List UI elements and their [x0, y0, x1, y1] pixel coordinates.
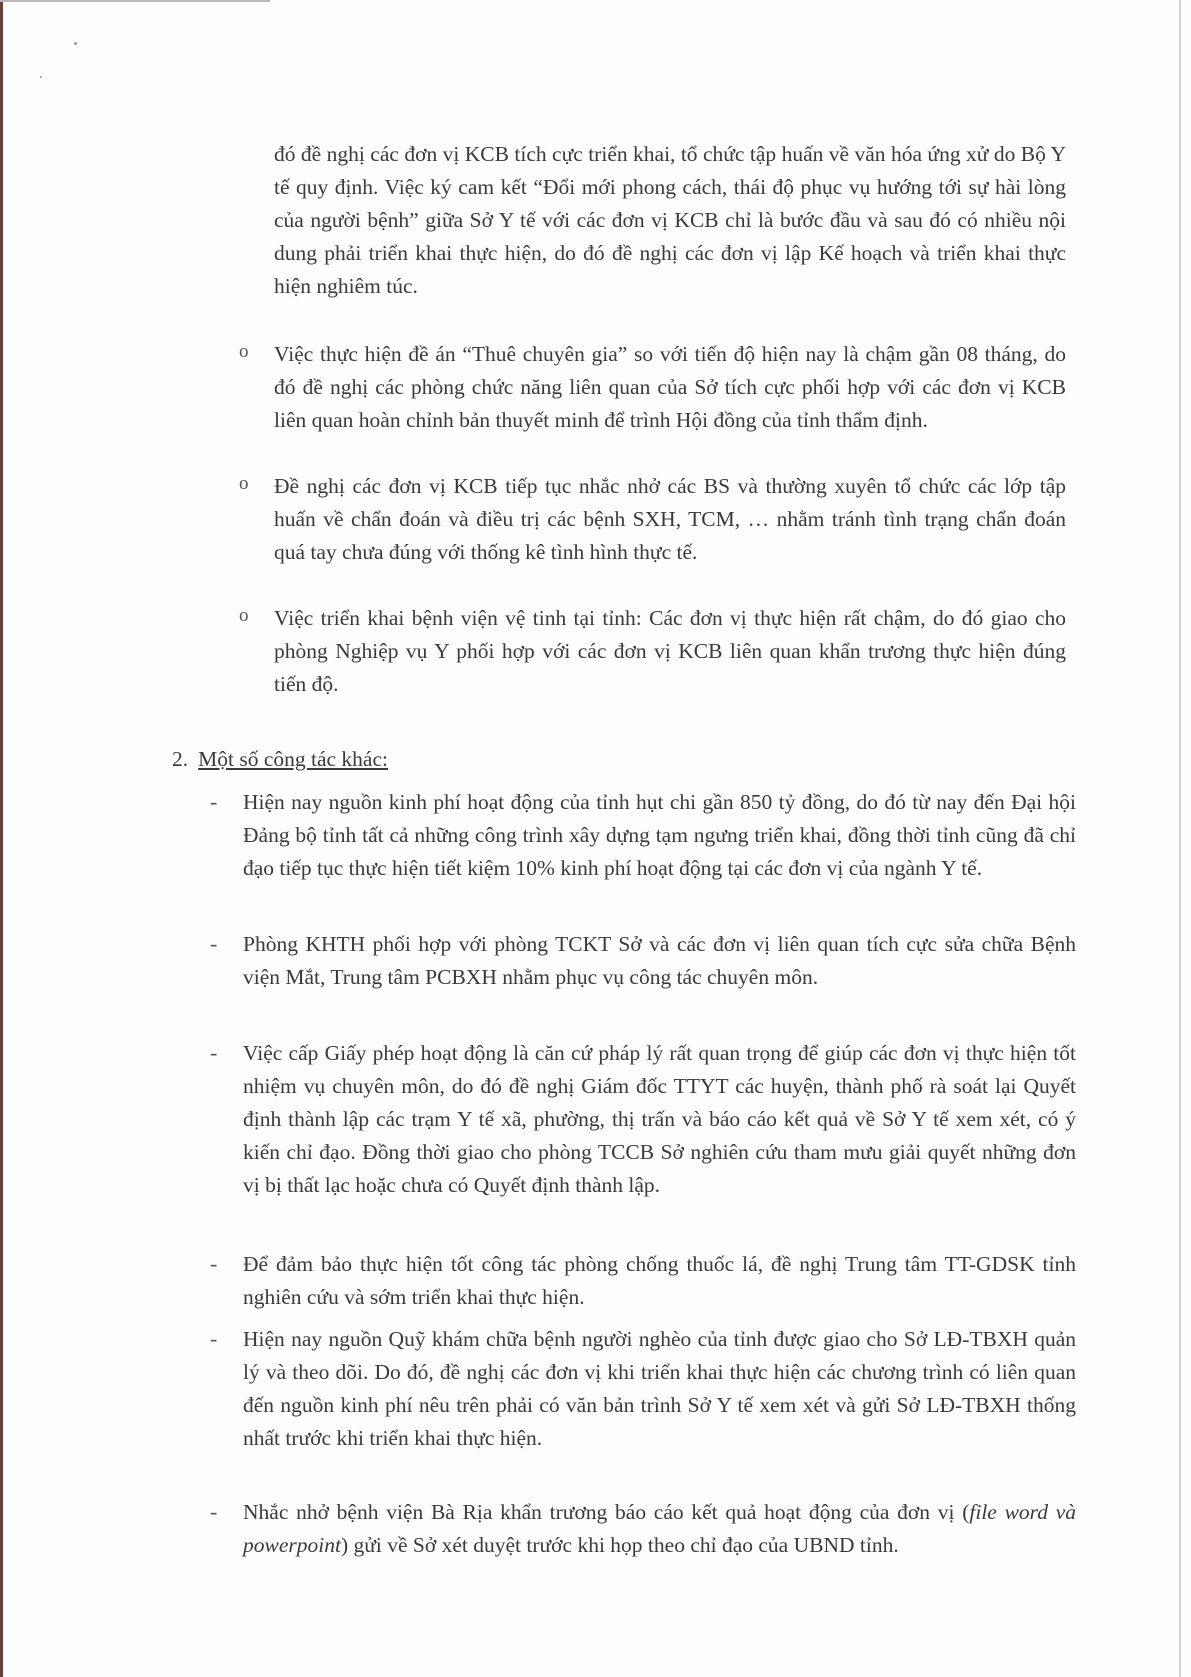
list-item-text-italic: file word và powerpoint	[243, 1500, 1076, 1557]
list-item-text: Việc triển khai bệnh viện vệ tinh tại tỉnh: Các đơn vị thực hiện rất chậm, do đó giao cho phòng Nghiệp vụ Y phối hợp với các đơn vị KCB liên quan khẩn trương thực hiện đúng tiến độ.	[274, 606, 1066, 696]
dash-bullet-icon: -	[210, 931, 218, 956]
list-item-text: Hiện nay nguồn Quỹ khám chữa bệnh người nghèo của tỉnh được giao cho Sở LĐ-TBXH quản lý và theo dõi. Do đó, đề nghị các đơn vị khi triển khai thực hiện các chương trình có liên quan đến nguồn kinh phí nêu trên phải có văn bản trình Sở Y tế xem xét và gửi Sở LĐ-TBXH thống nhất trước khi triển khai thực hiện.	[243, 1327, 1076, 1450]
section-title: Một số công tác khác:	[198, 747, 388, 771]
scan-edge-right	[1179, 0, 1181, 1677]
scan-speck	[40, 76, 42, 78]
section-heading	[172, 743, 388, 776]
list-item-text: Đề nghị các đơn vị KCB tiếp tục nhắc nhở các BS và thường xuyên tổ chức các lớp tập huấn về chẩn đoán và điều trị các bệnh SXH, TCM, … nhằm tránh tình trạng chẩn đoán quá tay chưa đúng với thống kê tình hình thực tế.	[274, 474, 1066, 564]
scan-edge-top	[0, 0, 270, 2]
section-number: 2.	[172, 747, 189, 771]
scan-edge-left	[0, 0, 3, 1677]
dash-bullet-icon: -	[210, 789, 218, 814]
circle-bullet-icon: o	[239, 473, 249, 494]
list-item-text: Việc cấp Giấy phép hoạt động là căn cứ pháp lý rất quan trọng để giúp các đơn vị thực hiện tốt nhiệm vụ chuyên môn, do đó đề nghị Giám đốc TTYT các huyện, thành phố rà soát lại Quyết định thành lập các trạm Y tế xã, phường, thị trấn và báo cáo kết quả về Sở Y tế xem xét, có ý kiến chỉ đạo. Đồng thời giao cho phòng TCCB Sở nghiên cứu tham mưu giải quyết những đơn vị bị thất lạc hoặc chưa có Quyết định thành lập.	[243, 1041, 1076, 1197]
list-item-text-part: Nhắc nhở bệnh viện Bà Rịa khẩn trương báo cáo kết quả hoạt động của đơn vị (	[243, 1500, 970, 1524]
list-item-text: Việc thực hiện đề án “Thuê chuyên gia” so với tiến độ hiện nay là chậm gần 08 tháng, do đó đề nghị các phòng chức năng liên quan của Sở tích cực phối hợp với các đơn vị KCB liên quan hoàn chỉnh bản thuyết minh để trình Hội đồng của tỉnh thẩm định.	[274, 342, 1066, 432]
dash-bullet-icon: -	[210, 1040, 218, 1065]
circle-bullet-icon: o	[239, 605, 249, 626]
list-item-text: Hiện nay nguồn kinh phí hoạt động của tỉnh hụt chi gần 850 tỷ đồng, do đó từ nay đến Đại hội Đảng bộ tỉnh tất cả những công trình xây dựng tạm ngưng triển khai, đồng thời tỉnh cũng đã chỉ đạo tiếp tục thực hiện tiết kiệm 10% kinh phí hoạt động tại các đơn vị của ngành Y tế.	[243, 790, 1076, 880]
continuation-paragraph: đó đề nghị các đơn vị KCB tích cực triển khai, tổ chức tập huấn về văn hóa ứng xử do Bộ Y tế quy định. Việc ký cam kết “Đổi mới phong cách, thái độ phục vụ hướng tới sự hài lòng của người bệnh” giữa Sở Y tế với các đơn vị KCB chỉ là bước đầu và sau đó có nhiều nội dung phải triển khai thực hiện, do đó đề nghị các đơn vị lập Kế hoạch và triển khai thực hiện nghiêm túc.	[274, 142, 1066, 298]
scan-speck	[74, 42, 77, 45]
list-item-text-part: ) gửi về Sở xét duyệt trước khi họp theo chỉ đạo của UBND tỉnh.	[340, 1533, 899, 1557]
list-item-text: Phòng KHTH phối hợp với phòng TCKT Sở và các đơn vị liên quan tích cực sửa chữa Bệnh viện Mắt, Trung tâm PCBXH nhằm phục vụ công tác chuyên môn.	[243, 932, 1076, 989]
list-item-text: Để đảm bảo thực hiện tốt công tác phòng chống thuốc lá, đề nghị Trung tâm TT-GDSK tỉnh nghiên cứu và sớm triển khai thực hiện.	[243, 1252, 1076, 1309]
dash-bullet-icon: -	[210, 1326, 218, 1351]
dash-bullet-icon: -	[210, 1499, 218, 1524]
dash-bullet-icon: -	[210, 1251, 218, 1276]
circle-bullet-icon: o	[239, 341, 249, 362]
list-item-text	[243, 1496, 1076, 1562]
